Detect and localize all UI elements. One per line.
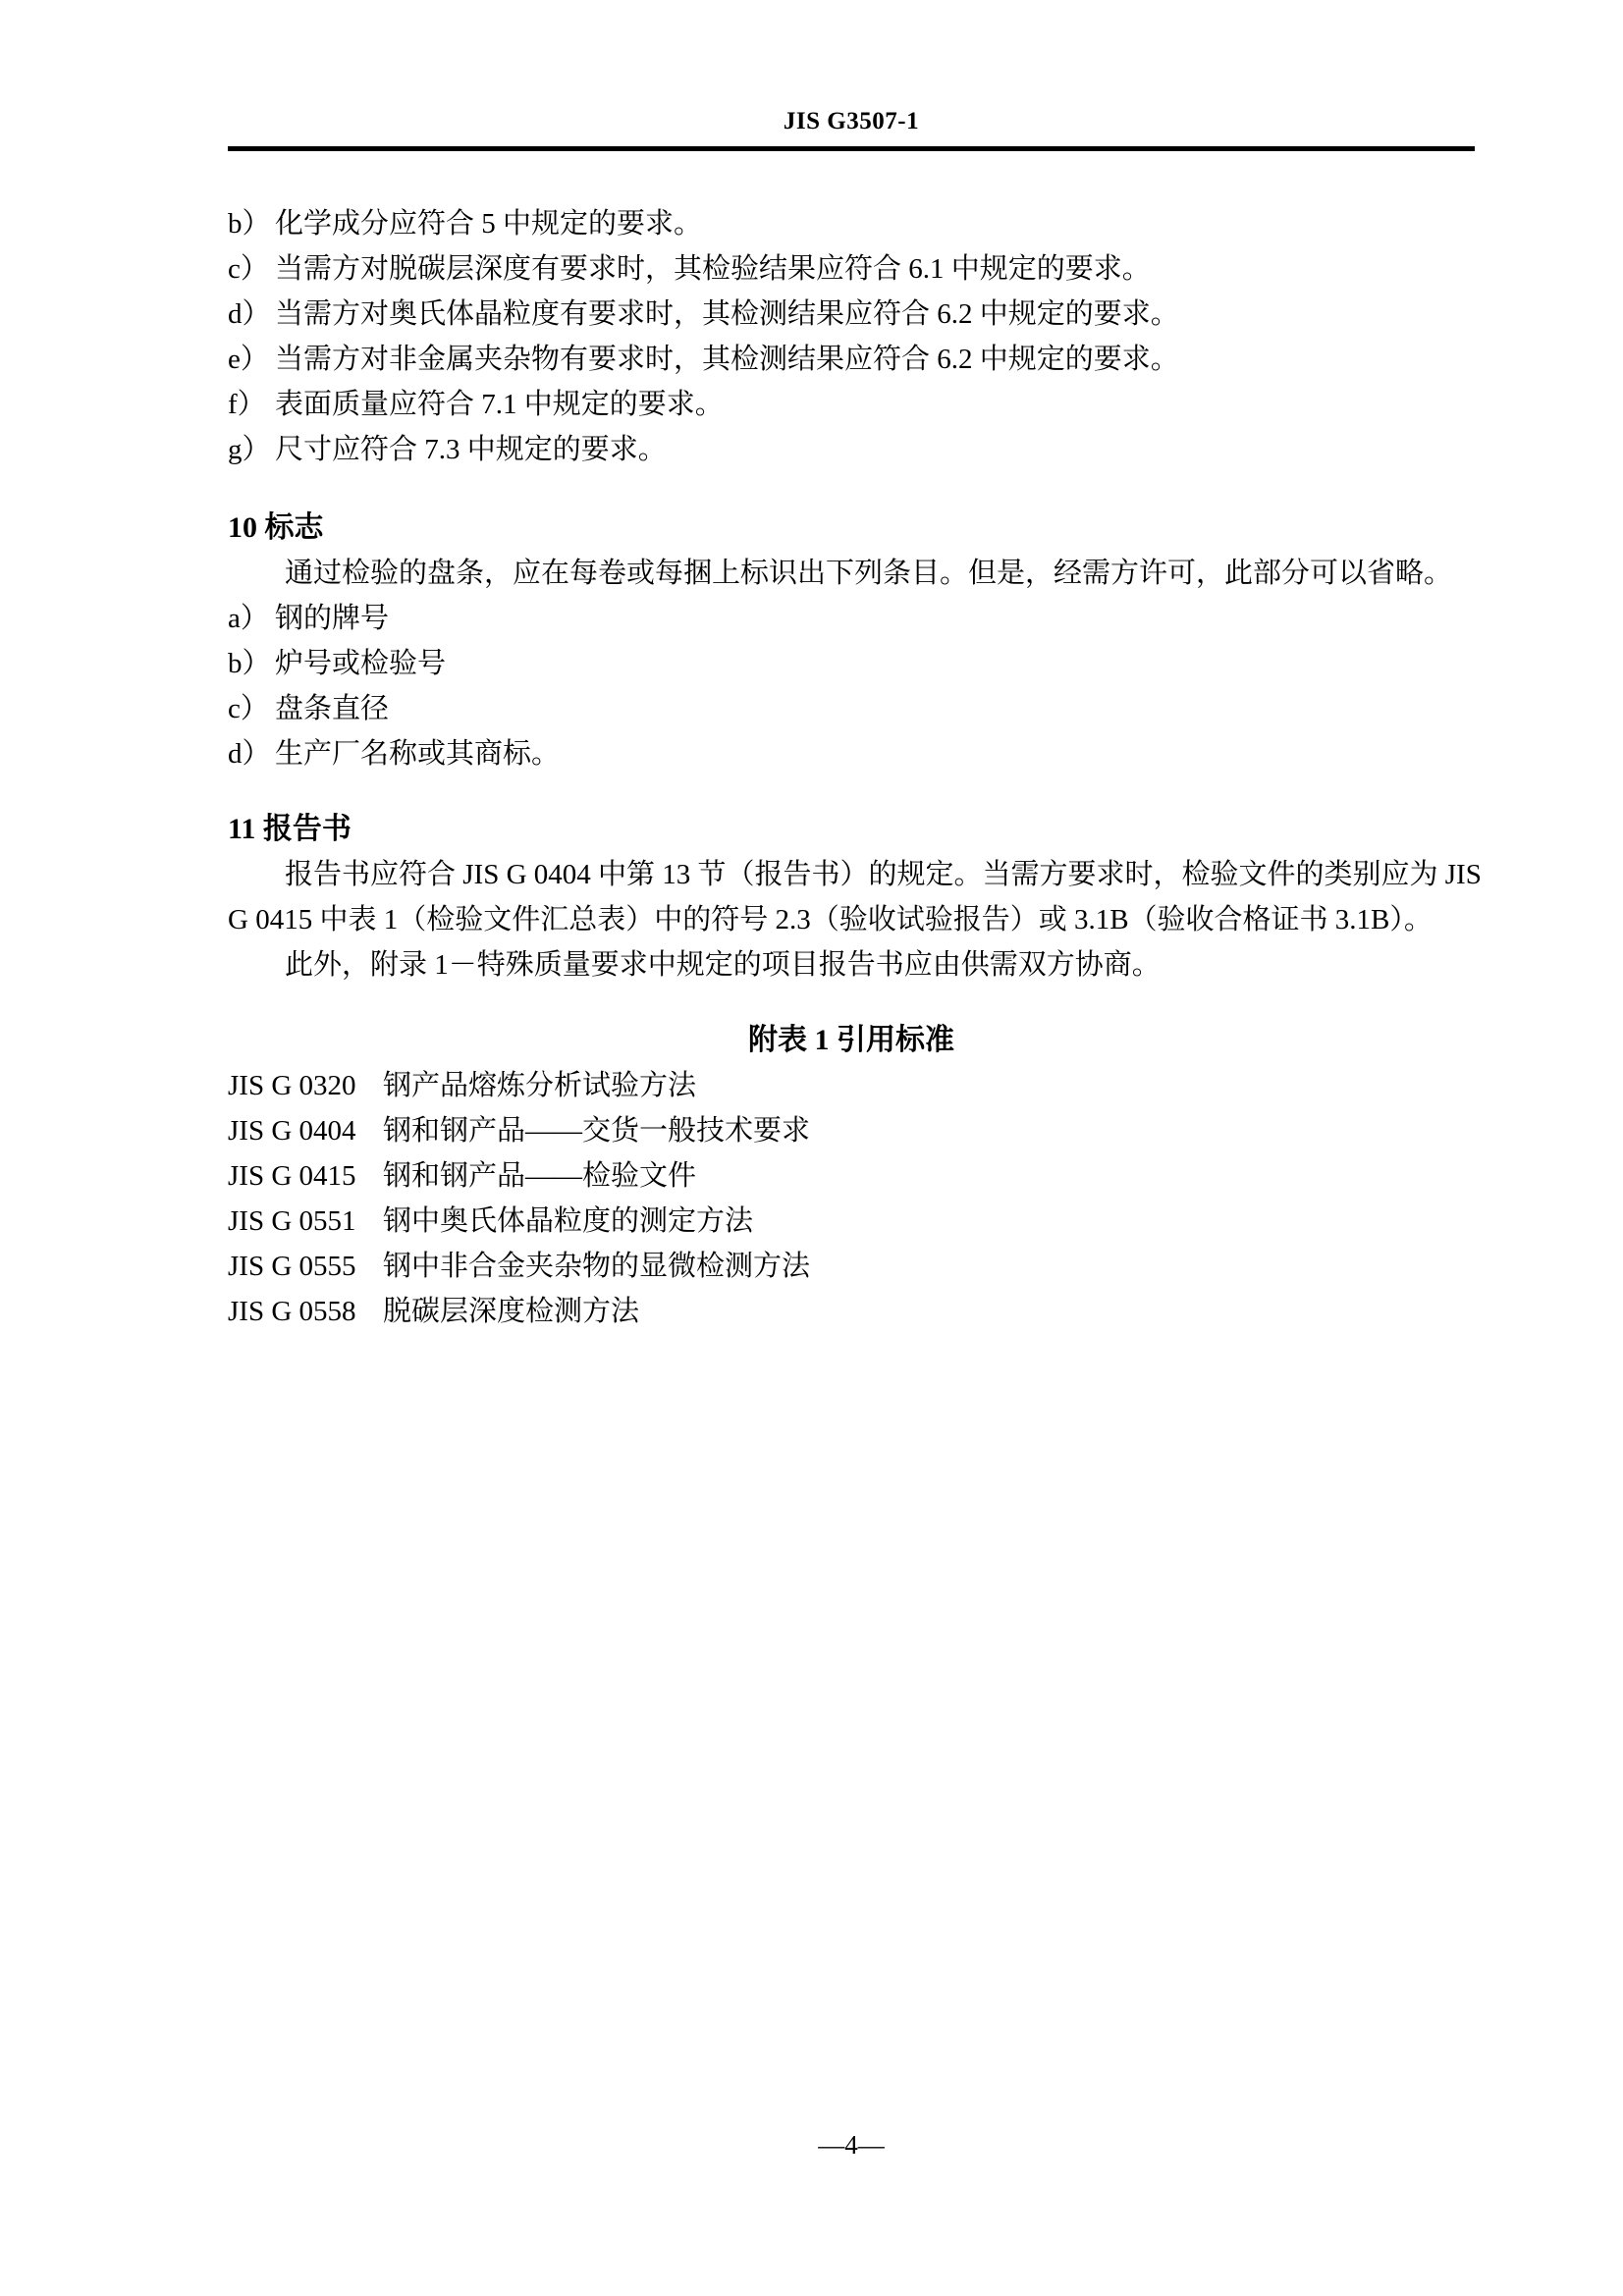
reference-code: JIS G 0415 — [228, 1160, 356, 1192]
list-item-text: 当需方对非金属夹杂物有要求时，其检测结果应符合 6.2 中规定的要求。 — [275, 344, 1179, 375]
list-item — [228, 641, 1475, 686]
list-item-label: f） — [228, 389, 266, 420]
paragraph-line: 报告书应符合 JIS G 0404 中第 13 节（报告书）的规定。当需方要求时，检验文件的类别应为 JIS — [285, 859, 1482, 890]
appendix-table — [228, 1018, 1475, 1334]
list-item — [228, 382, 1475, 427]
list-item — [228, 427, 1475, 472]
list-item — [228, 246, 1475, 292]
reference-code: JIS G 0555 — [228, 1251, 356, 1282]
list-item — [228, 731, 1475, 776]
requirements-list — [228, 201, 1475, 472]
list-item — [228, 292, 1475, 337]
list-item-text: 当需方对脱碳层深度有要求时，其检验结果应符合 6.1 中规定的要求。 — [275, 253, 1151, 285]
appendix-heading: 附表 1 引用标准 — [748, 1024, 954, 1056]
section-10 — [228, 506, 1475, 776]
list-item-text: 生产厂名称或其商标。 — [275, 738, 561, 770]
list-item-label: d） — [228, 738, 271, 770]
section-10-intro: 通过检验的盘条，应在每卷或每捆上标识出下列条目。但是，经需方许可，此部分可以省略。 — [285, 558, 1453, 589]
section-11 — [228, 807, 1482, 988]
list-item-text: 尺寸应符合 7.3 中规定的要求。 — [275, 434, 667, 465]
list-item-label: c） — [228, 253, 269, 285]
list-item-text: 化学成分应符合 5 中规定的要求。 — [275, 208, 703, 240]
reference-code: JIS G 0558 — [228, 1296, 356, 1327]
list-item — [228, 201, 1475, 246]
reference-row — [228, 1289, 1475, 1334]
reference-title: 脱碳层深度检测方法 — [383, 1296, 640, 1327]
list-item — [228, 596, 1475, 641]
list-item-text: 表面质量应符合 7.1 中规定的要求。 — [275, 389, 724, 420]
paragraph-line: 此外，附录 1－特殊质量要求中规定的项目报告书应由供需双方协商。 — [285, 949, 1161, 981]
reference-title: 钢中非合金夹杂物的显微检测方法 — [383, 1251, 811, 1282]
list-item-text: 当需方对奥氏体晶粒度有要求时，其检测结果应符合 6.2 中规定的要求。 — [275, 298, 1179, 330]
reference-row — [228, 1244, 1475, 1289]
header-title: JIS G3507-1 — [783, 108, 920, 134]
list-item-label: c） — [228, 693, 269, 724]
list-item-label: b） — [228, 208, 271, 240]
reference-title: 钢中奥氏体晶粒度的测定方法 — [383, 1205, 754, 1237]
section-10-heading: 10 标志 — [228, 511, 324, 544]
reference-code: JIS G 0551 — [228, 1205, 356, 1237]
paragraph-line: G 0415 中表 1（检验文件汇总表）中的符号 2.3（验收试验报告）或 3.1B（验收合格证书 3.1B）。 — [228, 904, 1433, 935]
reference-code: JIS G 0320 — [228, 1070, 356, 1101]
page-number: —4— — [818, 2130, 885, 2160]
reference-title: 钢和钢产品——交货一般技术要求 — [383, 1115, 811, 1147]
reference-row — [228, 1153, 1475, 1199]
reference-title: 钢和钢产品——检验文件 — [383, 1160, 697, 1192]
list-item-label: e） — [228, 344, 269, 375]
list-item-label: a） — [228, 603, 269, 634]
reference-row — [228, 1199, 1475, 1244]
list-item-label: d） — [228, 298, 271, 330]
list-item-label: g） — [228, 434, 271, 465]
reference-code: JIS G 0404 — [228, 1115, 356, 1147]
header-rule — [228, 146, 1475, 151]
list-item-label: b） — [228, 648, 271, 679]
list-item-text: 炉号或检验号 — [275, 648, 447, 679]
list-item — [228, 337, 1475, 382]
reference-title: 钢产品熔炼分析试验方法 — [383, 1070, 697, 1101]
reference-row — [228, 1108, 1475, 1153]
reference-row — [228, 1063, 1475, 1108]
list-item-text: 钢的牌号 — [275, 603, 390, 634]
page-content — [228, 0, 1482, 1334]
list-item — [228, 686, 1475, 731]
section-11-heading: 11 报告书 — [228, 813, 352, 845]
list-item-text: 盘条直径 — [275, 693, 390, 724]
